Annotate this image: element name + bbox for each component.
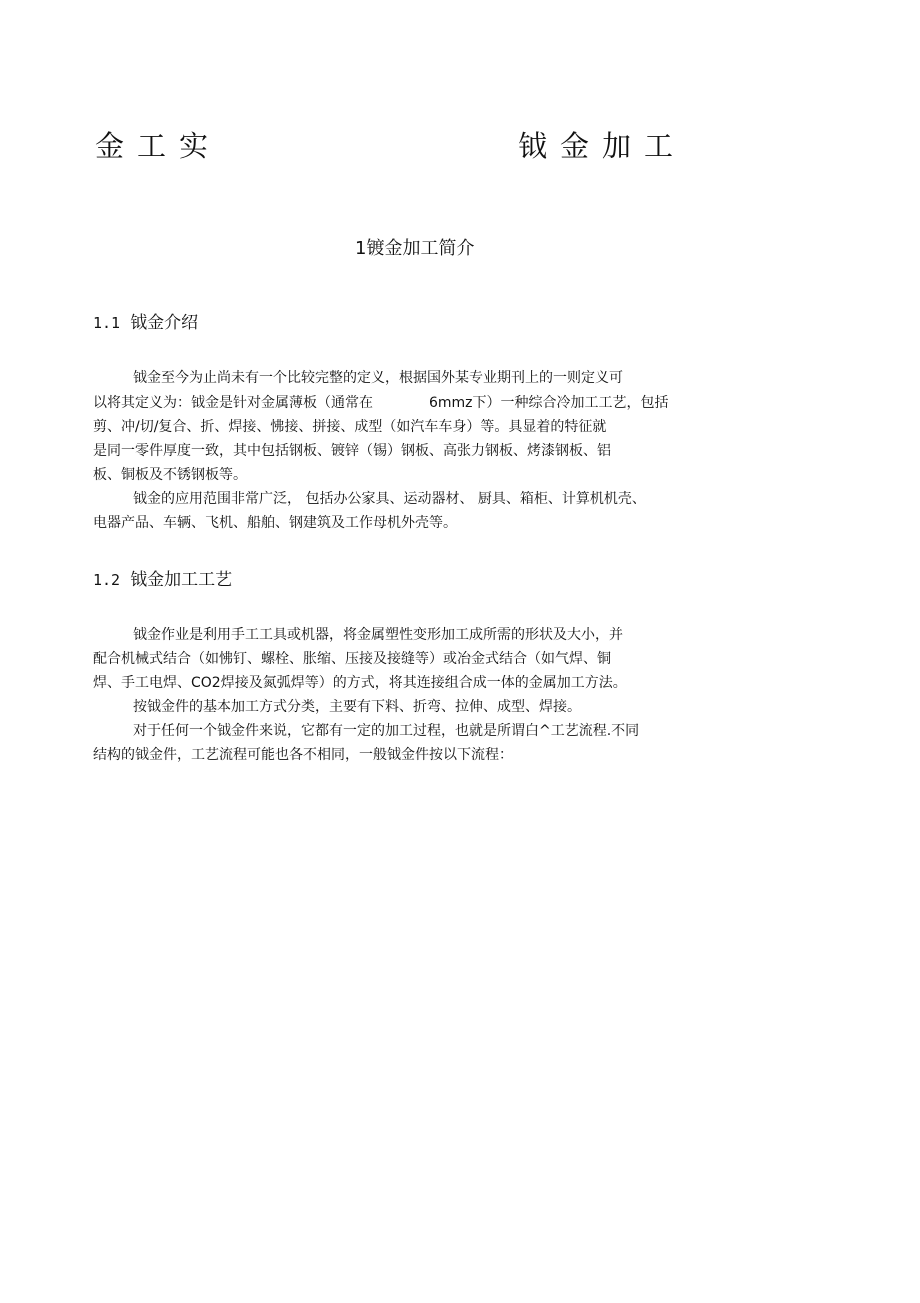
paragraph-line: 电器产品、车辆、飞机、船舶、钢建筑及工作母机外壳等。 <box>93 515 457 531</box>
paragraph-line: 钺金至今为止尚未有一个比较完整的定义，根据国外某专业期刊上的一则定义可 <box>133 370 623 386</box>
chapter-title: 1镀金加工简介 <box>355 238 475 259</box>
paragraph-line: 按钺金件的基本加工方式分类，主要有下料、折弯、拉伸、成型、焊接。 <box>133 699 581 715</box>
section-number: 1.1 <box>93 314 121 332</box>
section-title-text: 钺金加工工艺 <box>130 570 233 590</box>
paragraph-line: 钺金作业是利用手工工具或机器，将金属塑性变形加工成所需的形状及大小，并 <box>133 627 623 643</box>
section-heading-1-1 <box>93 311 198 335</box>
header-right-title: 钺金加工 <box>518 129 687 163</box>
paragraph-line: 对于任何一个钺金件来说，它都有一定的加工过程，也就是所谓白^工艺流程.不同 <box>133 723 640 739</box>
paragraph-line: 剪、冲/切/复合、折、焊接、怫接、拼接、成型（如汽车车身）等。具显着的特征就 <box>93 419 607 435</box>
paragraph-line: 钺金的应用范围非常广泛， 包括办公家具、运动器材、 厨具、箱柜、计算机机壳、 <box>133 491 646 507</box>
paragraph-line-part: 以将其定义为：钺金是针对金属薄板（通常在 <box>93 395 373 411</box>
section-heading-1-2 <box>93 568 232 592</box>
paragraph-line <box>93 393 669 413</box>
header-left-title: 金工实 <box>95 129 222 163</box>
section-number: 1.2 <box>93 571 121 589</box>
paragraph-line-part: 6mmz下）一种综合冷加工工艺，包括 <box>429 395 669 411</box>
paragraph-line: 是同一零件厚度一致，其中包括钢板、镀锌（锡）钢板、高张力钢板、烤漆钢板、铝 <box>93 443 611 459</box>
paragraph-line: 焊、手工电焊、CO2焊接及氮弧焊等）的方式，将其连接组合成一体的金属加工方法。 <box>93 675 627 691</box>
paragraph-line: 板、铜板及不锈钢板等。 <box>93 467 247 483</box>
paragraph-line: 配合机械式结合（如怫钉、螺栓、胀缩、压接及接缝等）或冶金式结合（如气焊、铜 <box>93 651 611 667</box>
paragraph-line: 结构的钺金件，工艺流程可能也各不相同，一般钺金件按以下流程： <box>93 747 513 763</box>
section-title-text: 钺金介绍 <box>130 313 199 333</box>
